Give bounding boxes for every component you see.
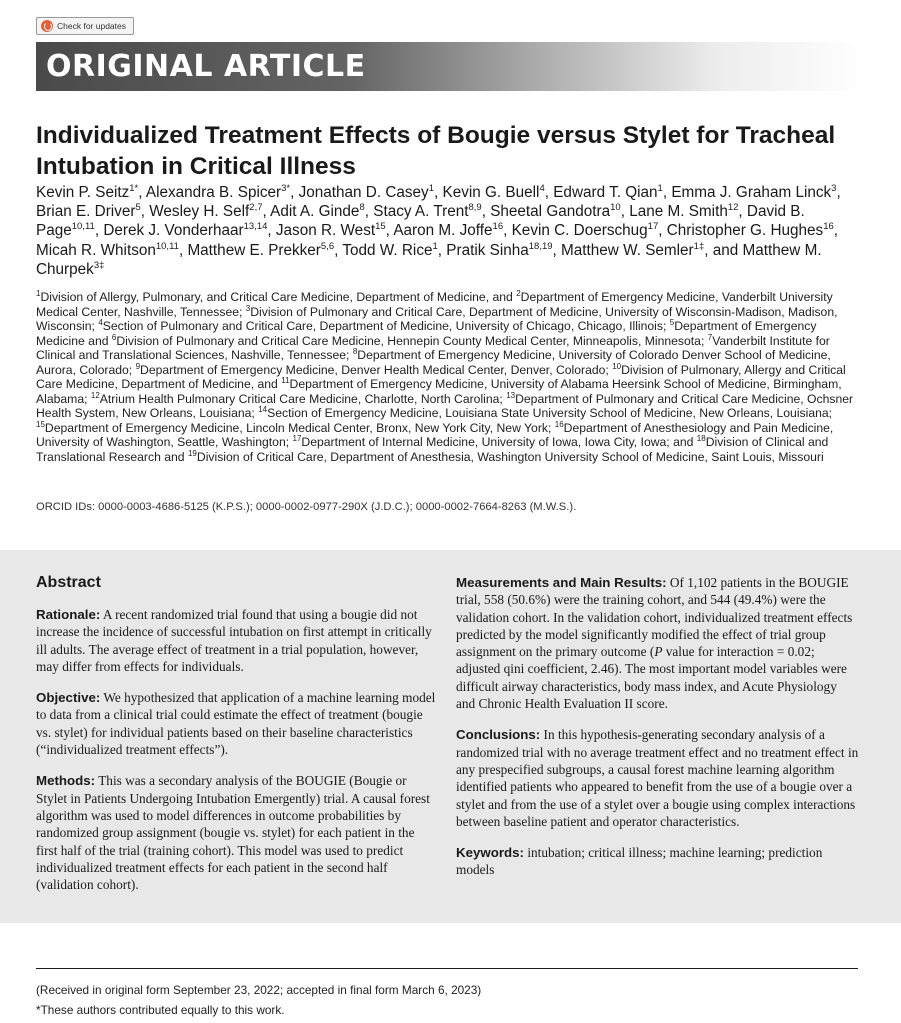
- author-name: Emma J. Graham Linck: [671, 184, 832, 201]
- author-name: Brian E. Driver: [36, 203, 136, 221]
- affiliation-marker: 10: [612, 361, 622, 371]
- author[interactable]: [276, 222, 386, 239]
- author[interactable]: [149, 203, 262, 220]
- author-affiliation-marker: 4: [539, 183, 545, 194]
- author-affiliation-marker: 10: [610, 202, 621, 214]
- affiliation-text: Department of Anesthesiology and Pain Medicine, University of Washington, Seattle, Washington;: [36, 420, 834, 449]
- received-dates: (Received in original form September 23, 2022; accepted in final form March 6, 2023): [36, 983, 482, 997]
- affiliation-text: Division of Pulmonary, Allergy and Critical Care Medicine, Department of Medicine, and: [36, 362, 846, 391]
- author[interactable]: [373, 203, 481, 220]
- article-title: Individualized Treatment Effects of Bougie versus Stylet for Tracheal Intubation in Critical Illness: [36, 122, 836, 180]
- affiliation-text: Atrium Health Pulmonary Critical Care Medicine, Charlotte, North Carolina;: [99, 391, 507, 406]
- rationale-label: Rationale:: [36, 607, 101, 622]
- author-name: Matthew M. Churpek: [36, 241, 822, 278]
- footnote-divider: [36, 968, 858, 969]
- abstract-right-column: [456, 574, 859, 893]
- refresh-icon: [41, 20, 53, 32]
- methods-label: Methods:: [36, 773, 96, 789]
- author-name: Todd W. Rice: [342, 241, 433, 259]
- rationale-text: A recent randomized trial found that using a bougie did not increase the incidence of successful intubation on first attempt in critically ill adults. The average effect of treatment in a trial population, however, may differ from effects for individuals.: [36, 607, 432, 674]
- author[interactable]: [36, 184, 138, 201]
- abstract-measurements: [456, 574, 859, 712]
- abstract-rationale: [36, 606, 436, 675]
- affiliation-marker: 4: [98, 318, 103, 327]
- affiliation-marker: 5: [669, 318, 675, 327]
- affiliation-text: Division of Allergy, Pulmonary, and Critical Care Medicine, Department of Medicine, and: [40, 290, 517, 304]
- author-name: Sheetal Gandotra: [490, 203, 611, 221]
- conclusions-text: In this hypothesis-generating secondary analysis of a randomized trial with no average treatment effect and no treatment effect in any prespecified subgroups, a causal forest machine learning algorithm identified patients who appeared to benefit from the use of a bougie over a stylet and from the use of a stylet over a bougie using complex interactions between baseline patient and operator characteristics.: [456, 727, 859, 829]
- affiliation-text: Department of Emergency Medicine, Vanderbilt University Medical Center, Nashville, Tennessee;: [36, 290, 833, 319]
- author[interactable]: [393, 222, 503, 239]
- measurements-label: Measurements and Main Results:: [456, 575, 667, 590]
- abstract-section: [0, 550, 901, 923]
- author-affiliation-marker: 3*: [281, 183, 291, 194]
- affiliations: [36, 290, 866, 464]
- abstract-left-column: [36, 574, 436, 907]
- affiliation-text: Department of Emergency Medicine, University of Colorado Denver School of Medicine, Aurora, Colorado;: [36, 348, 831, 377]
- affiliation-marker: 17: [292, 434, 302, 443]
- author-name: Kevin C. Doerschug: [511, 222, 648, 240]
- author-affiliation-marker: 10,11: [71, 221, 95, 233]
- author-name: Edward T. Qian: [553, 184, 658, 201]
- affiliation-text: Department of Emergency Medicine, Denver Health Medical Center, Denver, Colorado;: [140, 362, 613, 377]
- author[interactable]: [187, 242, 334, 259]
- affiliation-text: Division of Critical Care, Department of Anesthesia, Washington University School of Medicine, Saint Louis, Missouri: [196, 449, 824, 464]
- author-list: Kevin P. Seitz$^{1*}$, Alexandra B. Spicer$^{3*}$, Jonathan D. Casey$^1$, Kevin G. Buell$^4$, Edward T. Qian$^1$, Emma J. Graham Linck$^3$, Brian E. Driver$^5$, Wesley H. Self$^{2,7}$, Adit A. Ginde$^8$, Stacy A. Trent$^{8,9}$, Sheetal Gandotra$^{10}$, Lane M. Smith$^{12}$, David B. Page$^{10,11}$, Derek J. Vonderhaar$^{13,14}$, Jason R. West$^{15}$, Aaron M. Joffe$^{16}$, Kevin C. Doerschug$^{17}$, Christopher G. Hughes$^{16}$, Micah R. Whitson$^{10,11}$, Matthew E. Prekker$^{5,6}$, Todd W. Rice$^1$, Pratik Sinha$^{18,19}$, Matthew W. Semler$^{1\ddagger}$, and Matthew M. Churpek$^{3\ddagger}$: [36, 183, 841, 278]
- abstract-heading: Abstract: [36, 574, 101, 591]
- author[interactable]: [146, 184, 290, 201]
- objective-label: Objective:: [36, 690, 101, 706]
- author[interactable]: [446, 242, 552, 259]
- author-name: Aaron M. Joffe: [393, 222, 493, 240]
- affiliation-text: Division of Pulmonary and Critical Care, Department of Medicine, University of Wisconsin-Madison, Madison, Wisconsin;: [36, 304, 838, 333]
- affiliation-text: Vanderbilt Institute for Clinical and Translational Sciences, Nashville, Tennessee;: [36, 333, 830, 362]
- author-affiliation-marker: 5: [135, 202, 141, 214]
- affiliation-text: Section of Pulmonary and Critical Care, Department of Medicine, University of Chicago, Chicago, Illinois;: [102, 319, 670, 333]
- author-affiliation-marker: 3: [831, 183, 837, 194]
- affiliation-text: Department of Emergency Medicine and: [36, 319, 817, 348]
- author[interactable]: [299, 184, 434, 201]
- author-affiliation-marker: 1: [657, 183, 663, 194]
- affiliation-text: Department of Emergency Medicine, Lincoln Medical Center, Bronx, New York City, New York;: [44, 420, 555, 435]
- author-name: Lane M. Smith: [629, 203, 728, 221]
- author-name: Derek J. Vonderhaar: [103, 222, 244, 240]
- author-affiliation-marker: 15: [375, 221, 386, 233]
- affiliation-marker: 12: [90, 390, 100, 400]
- author[interactable]: [629, 203, 738, 220]
- author-name: Kevin G. Buell: [442, 184, 540, 201]
- author-name: Micah R. Whitson: [36, 241, 156, 259]
- affiliation-marker: 2: [516, 289, 521, 298]
- affiliation-text: Department of Emergency Medicine, University of Alabama Heersink School of Medicine, Birmingham, Alabama;: [36, 377, 842, 406]
- author[interactable]: [270, 203, 365, 220]
- author-name: Matthew W. Semler: [561, 241, 694, 259]
- author-affiliation-marker: 10,11: [155, 240, 179, 252]
- abstract-methods: [36, 772, 436, 893]
- affiliation-marker: 13: [506, 390, 516, 400]
- author-name: Matthew E. Prekker: [187, 241, 321, 259]
- author-affiliation-marker: 12: [727, 202, 739, 214]
- abstract-objective: [36, 689, 436, 758]
- article-type-banner: [36, 42, 864, 91]
- check-for-updates-label: Check for updates: [57, 21, 126, 31]
- abstract-keywords: [456, 844, 859, 879]
- affiliation-marker: 18: [696, 434, 706, 443]
- measurements-text-b: value for interaction = 0.02; adjusted qini coefficient, 2.46). The most important model variables were difficult airway characteristics, body mass index, and Acute Physiology and Chronic Health Evaluation II score.: [456, 644, 847, 712]
- author-name: Jason R. West: [275, 222, 376, 240]
- author[interactable]: [342, 242, 437, 259]
- article-type-label: ORIGINAL ARTICLE: [46, 49, 366, 84]
- author-affiliation-marker: 8: [359, 202, 365, 214]
- author-name: Stacy A. Trent: [373, 203, 469, 221]
- affiliation-marker: 19: [187, 448, 197, 458]
- author-affiliation-marker: 17: [647, 221, 659, 233]
- affiliation-marker: 6: [111, 332, 117, 342]
- author-name: David B. Page: [36, 203, 805, 240]
- author-affiliation-marker: 1: [432, 240, 438, 252]
- affiliation-text: Department of Internal Medicine, University of Iowa, Iowa City, Iowa; and: [301, 435, 697, 449]
- author-affiliation-marker: 1*: [129, 183, 139, 194]
- affiliation-text: Division of Clinical and Translational Research and: [36, 435, 829, 464]
- affiliation-marker: 11: [281, 376, 290, 385]
- author-affiliation-marker: 16: [823, 221, 834, 233]
- keywords-label: Keywords:: [456, 845, 524, 861]
- author[interactable]: [36, 203, 141, 220]
- p-value-symbol: P: [654, 644, 663, 660]
- author-name: Alexandra B. Spicer: [145, 184, 282, 201]
- affiliation-text: Division of Pulmonary and Critical Care Medicine, Hennepin County Medical Center, Minneapolis, Minnesota;: [116, 333, 708, 348]
- author[interactable]: [671, 184, 836, 201]
- affiliation-marker: 16: [554, 419, 564, 429]
- author[interactable]: [512, 222, 659, 239]
- author-name: Kevin P. Seitz: [36, 184, 130, 201]
- author-name: Christopher G. Hughes: [666, 222, 824, 240]
- affiliation-marker: 3: [245, 303, 251, 313]
- check-for-updates-button[interactable]: [36, 17, 134, 35]
- author[interactable]: [561, 242, 704, 259]
- author-affiliation-marker: 13,14: [243, 221, 268, 233]
- affiliation-marker: 1: [36, 289, 41, 298]
- author-affiliation-marker: 8,9: [468, 202, 482, 214]
- author-affiliation-marker: 1‡: [693, 240, 705, 252]
- objective-text: We hypothesized that application of a machine learning model to data from a clinical trial could estimate the effect of treatment (bougie vs. stylet) for individual patients based on their baseline characteristics (“individualized treatment effects”).: [36, 690, 436, 758]
- methods-text: This was a secondary analysis of the BOUGIE (Bougie or Stylet in Patients Undergoing Intubation Emergently) trial. A causal forest algorithm was used to model differences in outcome probabilities by randomized group assignment (bougie vs. stylet) for each patient in the first half of the trial (training cohort). This model was used to predict individualized treatment effects for each patient in the second half (validation cohort).: [36, 773, 430, 893]
- abstract-conclusions: [456, 726, 859, 830]
- affiliation-marker: 8: [352, 347, 358, 356]
- affiliation-text: Department of Pulmonary and Critical Care Medicine, Ochsner Health System, New Orleans, Louisiana;: [36, 391, 854, 420]
- author-affiliation-marker: 1: [428, 183, 434, 194]
- author-name: Jonathan D. Casey: [298, 184, 429, 201]
- affiliation-text: Section of Emergency Medicine, Louisiana State University School of Medicine, New Orleans, Louisiana;: [267, 406, 833, 420]
- author-affiliation-marker: 16: [492, 221, 504, 233]
- author[interactable]: [443, 184, 545, 201]
- keywords-text: intubation; critical illness; machine learning; prediction models: [456, 845, 823, 878]
- author[interactable]: [490, 203, 621, 220]
- author[interactable]: [36, 242, 179, 259]
- author-affiliation-marker: 3‡: [93, 259, 105, 271]
- affiliation-marker: 14: [258, 405, 268, 414]
- author[interactable]: [553, 184, 663, 201]
- author-affiliation-marker: 18,19: [528, 240, 553, 252]
- author-affiliation-marker: 2,7: [249, 202, 263, 214]
- equal-contribution-note: *These authors contributed equally to this work.: [36, 1003, 285, 1017]
- author-name: Adit A. Ginde: [270, 203, 360, 221]
- affiliation-marker: 7: [707, 332, 713, 342]
- orcid-ids: ORCID IDs: 0000-0003-4686-5125 (K.P.S.); 0000-0002-0977-290X (J.D.C.); 0000-0002-7664-8263 (M.W.S.).: [36, 501, 577, 513]
- author[interactable]: [103, 222, 267, 239]
- author-affiliation-marker: 5,6: [320, 240, 335, 252]
- measurements-text-a: Of 1,102 patients in the BOUGIE trial, 558 (50.6%) were the training cohort, and 544 (49.4%) were the validation cohort. In the validation cohort, individualized treatment effects predicted by the model significantly modified the effect of trial group assignment on the primary outcome (: [456, 575, 853, 660]
- author-name: Pratik Sinha: [446, 241, 529, 259]
- author-name: Wesley H. Self: [149, 203, 250, 221]
- affiliation-marker: 9: [135, 361, 141, 371]
- conclusions-label: Conclusions:: [456, 727, 541, 743]
- author[interactable]: [667, 222, 834, 239]
- affiliation-marker: 15: [36, 419, 45, 429]
